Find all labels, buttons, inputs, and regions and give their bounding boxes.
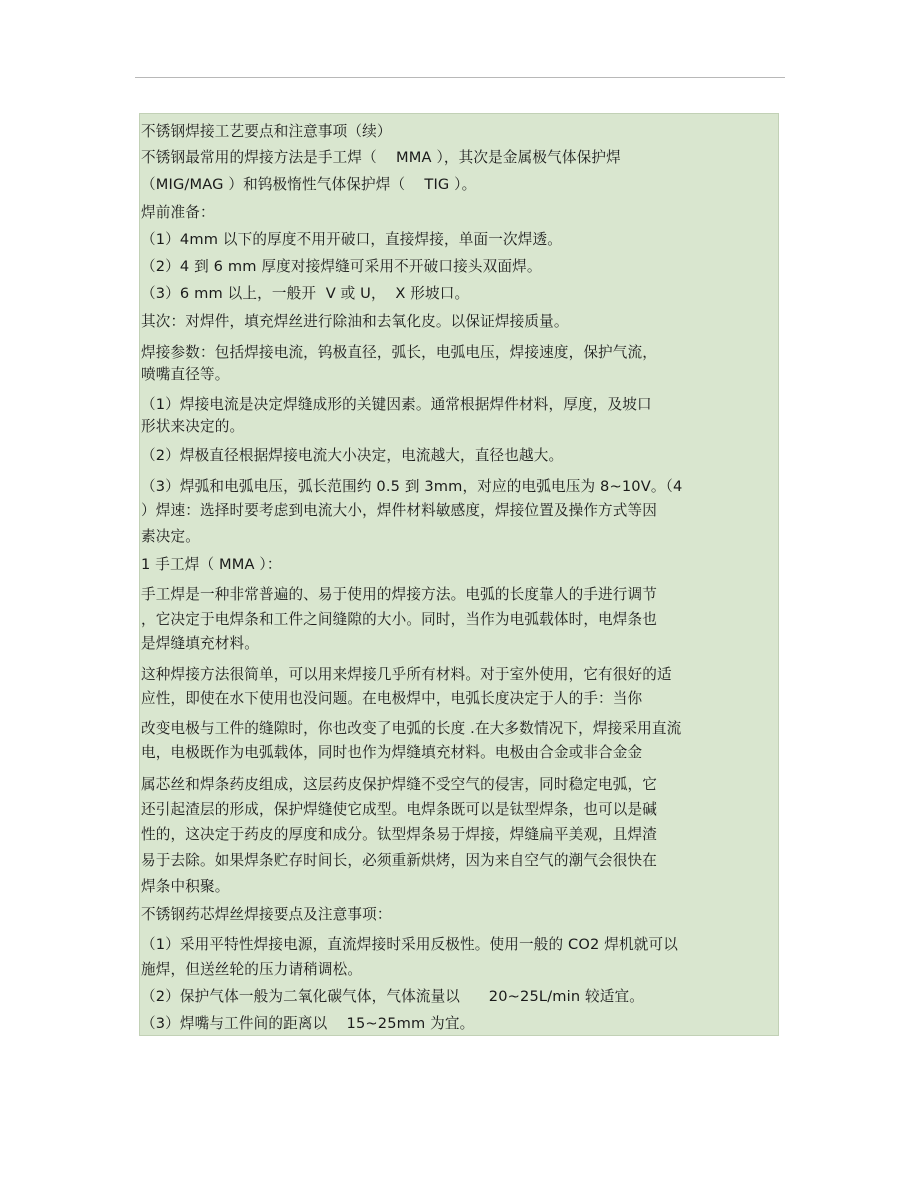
paragraph-line: 手工焊是一种非常普遍的、易于使用的焊接方法。电弧的长度靠人的手进行调节 <box>141 586 658 603</box>
subheading: 焊前准备： <box>141 204 215 221</box>
paragraph-line: 应性，即使在水下使用也没问题。在电极焊中，电弧长度决定于人的手：当你 <box>141 690 643 707</box>
paragraph-line: 电，电极既作为电弧载体，同时也作为焊缝填充材料。电极由合金或非合金金 <box>141 744 643 761</box>
list-item: （3）6 mm 以上，一般开 V 或 U， X 形坡口。 <box>141 285 470 302</box>
subheading: 1 手工焊（ MMA ）： <box>141 556 282 573</box>
list-item: ）焊速：选择时要考虑到电流大小，焊件材料敏感度，焊接位置及操作方式等因 <box>141 502 658 519</box>
list-item: （2）4 到 6 mm 厚度对接焊缝可采用不开破口接头双面焊。 <box>141 258 542 275</box>
paragraph-line: 属芯丝和焊条药皮组成，这层药皮保护焊缝不受空气的侵害，同时稳定电弧，它 <box>141 776 658 793</box>
paragraph-line: 性的，这决定于药皮的厚度和成分。钛型焊条易于焊接，焊缝扁平美观，且焊渣 <box>141 826 658 843</box>
list-item: （1）采用平特性焊接电源，直流焊接时采用反极性。使用一般的 CO2 焊机就可以 <box>141 936 678 953</box>
section-title: 不锈钢焊接工艺要点和注意事项（续） <box>141 123 392 140</box>
paragraph-line: 焊接参数：包括焊接电流，钨极直径，弧长，电弧电压，焊接速度，保护气流， <box>141 344 658 361</box>
list-item: （2）焊极直径根据焊接电流大小决定，电流越大，直径也越大。 <box>141 447 564 464</box>
paragraph-line: 不锈钢最常用的焊接方法是手工焊（ MMA ），其次是金属极气体保护焊 <box>141 149 621 166</box>
text-panel <box>139 113 779 1036</box>
list-item: （1）焊接电流是决定焊缝成形的关键因素。通常根据焊件材料，厚度，及坡口 <box>141 396 652 413</box>
paragraph-line: 还引起渣层的形成，保护焊缝使它成型。电焊条既可以是钛型焊条，也可以是碱 <box>141 801 658 818</box>
subheading: 不锈钢药芯焊丝焊接要点及注意事项： <box>141 906 392 923</box>
paragraph-line: 易于去除。如果焊条贮存时间长，必须重新烘烤，因为来自空气的潮气会很快在 <box>141 852 658 869</box>
list-item: 素决定。 <box>141 528 200 545</box>
list-item: （1）4mm 以下的厚度不用开破口，直接焊接，单面一次焊透。 <box>141 231 562 248</box>
list-item: （2）保护气体一般为二氧化碳气体，气体流量以 20~25L/min 较适宜。 <box>141 988 644 1005</box>
list-item: 施焊，但送丝轮的压力请稍调松。 <box>141 961 363 978</box>
paragraph-line: （MIG/MAG ）和钨极惰性气体保护焊（ TIG ）。 <box>141 176 477 193</box>
paragraph-line: 其次：对焊件，填充焊丝进行除油和去氧化皮。以保证焊接质量。 <box>141 313 569 330</box>
paragraph-line: 改变电极与工件的缝隙时，你也改变了电弧的长度 .在大多数情况下，焊接采用直流 <box>141 720 682 737</box>
paragraph-line: 焊条中积聚。 <box>141 878 230 895</box>
paragraph-line: 喷嘴直径等。 <box>141 366 230 383</box>
paragraph-line: ，它决定于电焊条和工件之间缝隙的大小。同时，当作为电弧载体时，电焊条也 <box>141 611 658 628</box>
header-rule <box>135 77 785 78</box>
list-item: （3）焊嘴与工件间的距离以 15~25mm 为宜。 <box>141 1015 475 1032</box>
paragraph-line: 是焊缝填充材料。 <box>141 635 259 652</box>
list-item: （3）焊弧和电弧电压，弧长范围约 0.5 到 3mm，对应的电弧电压为 8~10V。（4 <box>141 478 683 495</box>
paragraph-line: 这种焊接方法很简单，可以用来焊接几乎所有材料。对于室外使用，它有很好的适 <box>141 666 672 683</box>
list-item: 形状来决定的。 <box>141 418 245 435</box>
